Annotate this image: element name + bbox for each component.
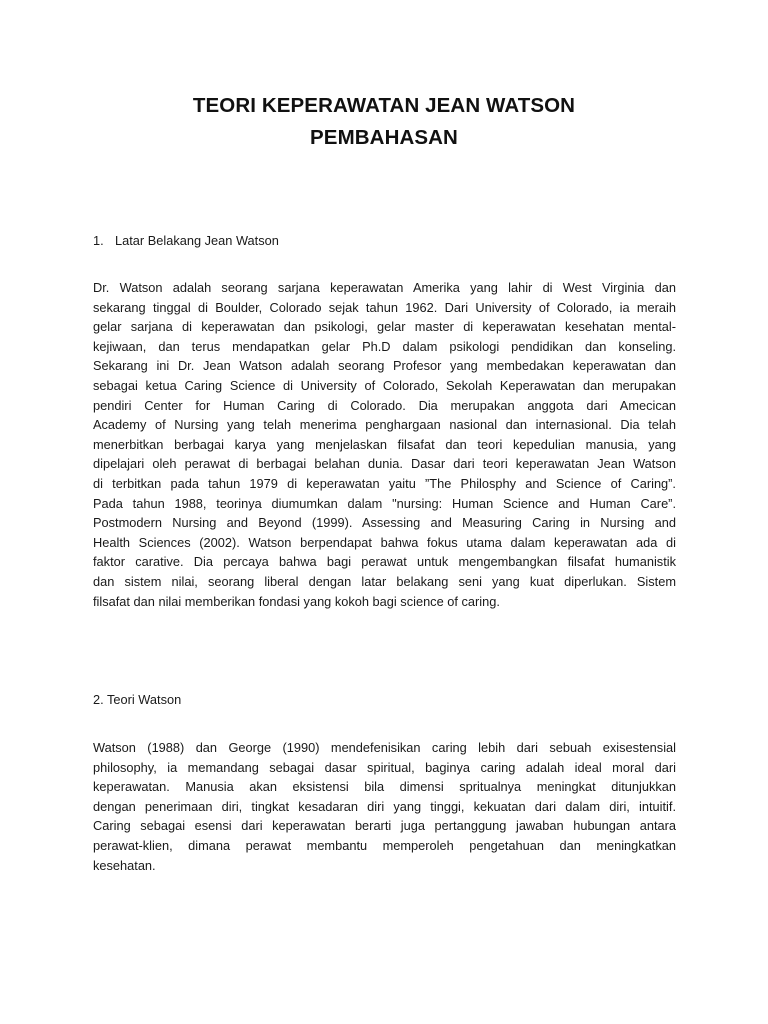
paragraph-line: Pada tahun 1988, teorinya diumumkan dalam "nursing: Human Science and Human Care”. [93, 495, 676, 511]
paragraph-line: Postmodern Nursing and Beyond (1999). Assessing and Measuring Caring in Nursing and [93, 515, 676, 531]
section-1-paragraph [93, 278, 676, 611]
section-1-number: 1. [93, 233, 104, 248]
paragraph-line: Sekarang ini Dr. Jean Watson adalah seorang Profesor yang membedakan keperawatan dan [93, 358, 676, 374]
paragraph-line: Caring sebagai esensi dari keperawatan berarti juga pertanggung jawaban hubungan antara [93, 818, 676, 834]
paragraph-line: faktor carative. Dia percaya bahwa bagi perawat untuk mengembangkan filsafat humanistik [93, 554, 676, 570]
paragraph-line: dipelajari oleh perawat di berbagai belahan dunia. Dasar dari teori keperawatan Jean Watson [93, 456, 676, 472]
paragraph-line: sekarang tinggal di Boulder, Colorado sejak tahun 1962. Dari University of Colorado, ia meraih [93, 299, 676, 315]
paragraph-line: kesehatan. [93, 857, 156, 873]
paragraph-line: Academy of Nursing yang telah menerima penghargaan nasional dan internasional. Dia telah [93, 417, 676, 433]
paragraph-line: pendiri Center for Human Caring di Colorado. Dia merupakan anggota dari Amecican [93, 397, 676, 413]
paragraph-line: filsafat dan nilai memberikan fondasi yang kokoh bagi science of caring. [93, 593, 500, 609]
paragraph-line: Watson (1988) dan George (1990) mendefenisikan caring lebih dari sebuah exisestensial [93, 740, 676, 755]
section-1-title: Latar Belakang Jean Watson [115, 233, 279, 248]
document-title [92, 90, 676, 154]
paragraph-line: dengan penerimaan diri, tingkat kesadaran diri yang tinggi, kekuatan dari dalam diri, intuitif. [93, 798, 676, 814]
paragraph-line: gelar sarjana di keperawatan dan psikologi, gelar master di keperawatan kesehatan mental- [93, 319, 676, 335]
section-2-paragraph [93, 738, 676, 875]
section-2-title: Teori Watson [107, 692, 182, 707]
paragraph-line: perawat-klien, dimana perawat membantu memperoleh pengetahuan dan meningkatkan [93, 837, 676, 853]
paragraph-line: di terbitkan pada tahun 1979 di keperawatan yaitu ”The Philosphy and Science of Caring”. [93, 475, 676, 491]
paragraph-line: kejiwaan, dan terus mendapatkan gelar Ph.D dalam psikologi pendidikan dan konseling. [93, 338, 676, 354]
paragraph-line: philosophy, ia memandang sebagai dasar spiritual, baginya caring adalah ideal moral dari [93, 759, 676, 775]
paragraph-line: sebagai ketua Caring Science di University of Colorado, Sekolah Keperawatan dan merupakan [93, 377, 676, 393]
section-2-number: 2. [93, 692, 104, 707]
title-line-1: TEORI KEPERAWATAN JEAN WATSON [192, 94, 576, 117]
paragraph-line: Dr. Watson adalah seorang sarjana keperawatan Amerika yang lahir di West Virginia dan [93, 280, 676, 295]
paragraph-line: Health Sciences (2002). Watson berpendapat bahwa fokus utama dalam keperawatan ada di [93, 534, 676, 550]
paragraph-line: dan sistem nilai, seorang liberal dengan latar belakang seni yang kuat diperlukan. Sistem [93, 573, 676, 589]
title-line-2: PEMBAHASAN [310, 126, 458, 149]
section-1-heading [93, 231, 676, 251]
section-2-heading [93, 690, 676, 710]
paragraph-line: menerbitkan berbagai karya yang menjelaskan filsafat dan teori kepedulian manusia, yang [93, 436, 676, 452]
paragraph-line: keperawatan. Manusia akan eksistensi bila dimensi spritualnya meningkat ditunjukkan [93, 779, 676, 795]
